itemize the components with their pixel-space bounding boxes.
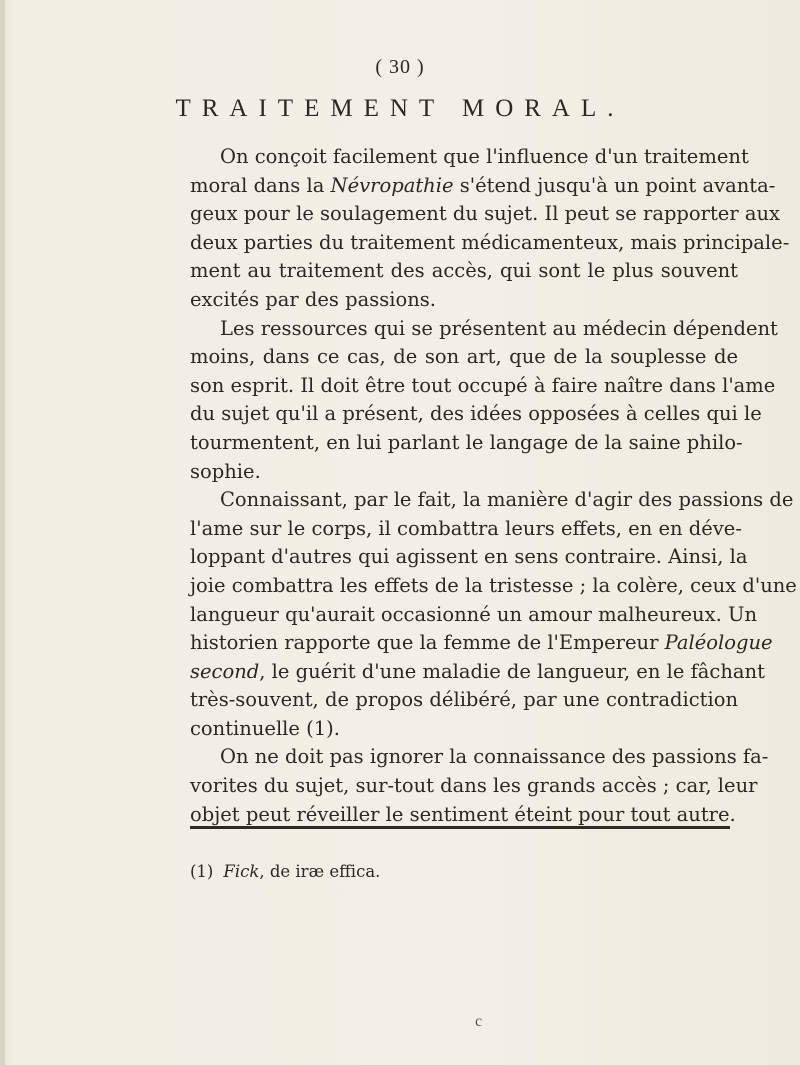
text-line: vorites du sujet, sur-tout dans les grands accès ; car, leur: [190, 774, 758, 798]
text-line: du sujet qu'il a présent, des idées opposées à celles qui le: [190, 402, 762, 426]
chapter-title: TRAITEMENT MORAL.: [175, 95, 625, 122]
text-line: ment au traitement des accès, qui sont le plus souvent: [190, 259, 738, 283]
signature-mark: c: [475, 1013, 483, 1030]
text-line: langueur qu'aurait occasionné un amour malheureux. Un: [190, 602, 758, 626]
footnote-rule: [190, 826, 730, 829]
text-line: excités par des passions.: [190, 287, 436, 311]
page-binding-edge: [0, 0, 5, 1065]
page-number: ( 30 ): [375, 56, 425, 78]
text-line: moins, dans ce cas, de son art, que de la souplesse de: [190, 345, 738, 369]
text-line: continuelle (1).: [190, 716, 340, 740]
text-line: On ne doit pas ignorer la connaissance des passions fa-: [220, 745, 769, 769]
italic-name: Paléologue: [664, 631, 773, 655]
footnote: [190, 862, 380, 881]
footnote-text: , de iræ effica.: [259, 862, 381, 881]
text-line: loppant d'autres qui agissent en sens contraire. Ainsi, la: [190, 545, 748, 569]
text-line: historien rapporte que la femme de l'Empereur Paléologue: [190, 631, 773, 655]
italic-term: Névropathie: [330, 173, 454, 197]
text-line: son esprit. Il doit être tout occupé à faire naître dans l'ame: [190, 373, 776, 397]
text-line: Connaissant, par le fait, la manière d'agir des passions de: [220, 488, 794, 512]
text-line: objet peut réveiller le sentiment éteint pour tout autre.: [190, 802, 736, 826]
text-line: sophie.: [190, 459, 261, 483]
footnote-marker: (1): [190, 862, 214, 881]
text-line: On conçoit facilement que l'influence d'un traitement: [220, 145, 749, 168]
text-line: très-souvent, de propos délibéré, par une contradiction: [190, 688, 738, 712]
italic-name: second: [190, 659, 260, 683]
text-line: geux pour le soulagement du sujet. Il peut se rapporter aux: [190, 202, 781, 226]
text-line: deux parties du traitement médicamenteux, mais principale-: [190, 230, 790, 254]
text-line: joie combattra les effets de la tristesse ; la colère, ceux d'une: [190, 573, 797, 597]
text-line: moral dans la Névropathie s'étend jusqu'à un point avanta-: [190, 173, 776, 197]
text-line: l'ame sur le corps, il combattra leurs effets, en en déve-: [190, 516, 742, 540]
text-line: tourmentent, en lui parlant le langage de la saine philo-: [190, 430, 743, 454]
footnote-author: Fick: [223, 862, 260, 881]
text-line: second, le guérit d'une maladie de langueur, en le fâchant: [190, 659, 765, 683]
text-line: Les ressources qui se présentent au médecin dépendent: [220, 316, 778, 340]
body-text: [190, 143, 797, 829]
